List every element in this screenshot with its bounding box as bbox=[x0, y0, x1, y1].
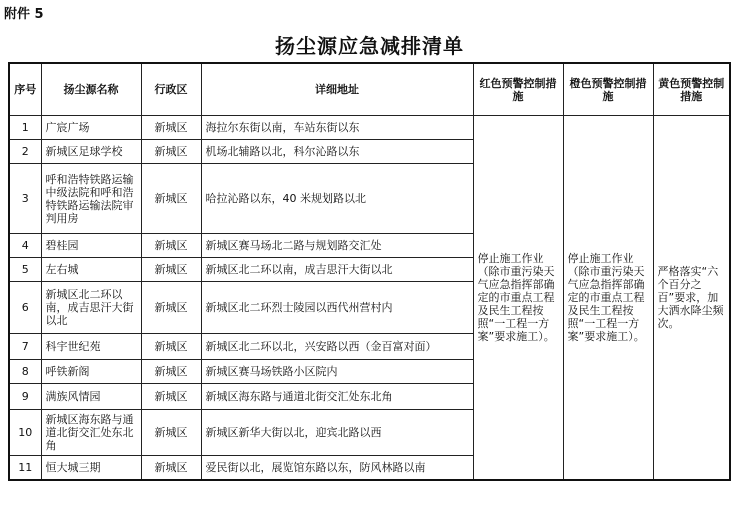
row-no: 3 bbox=[9, 164, 41, 234]
row-address: 哈拉沁路以东，40 米规划路以北 bbox=[201, 164, 473, 234]
row-district: 新城区 bbox=[141, 140, 201, 164]
row-district: 新城区 bbox=[141, 384, 201, 410]
row-name: 新城区足球学校 bbox=[41, 140, 141, 164]
orange-warning-measure: 停止施工作业（除市重污染天气应急指挥部确定的市重点工程及民生工程按照“一工程一方案”要求施工）。 bbox=[563, 116, 653, 480]
table-header-row bbox=[9, 63, 730, 116]
header-district: 行政区 bbox=[141, 63, 201, 116]
dust-source-table bbox=[8, 62, 731, 481]
row-name: 呼铁新阁 bbox=[41, 360, 141, 384]
row-address: 新城区北二环以北，兴安路以西（金百富对面） bbox=[201, 334, 473, 360]
row-no: 1 bbox=[9, 116, 41, 140]
header-red-measure: 红色预警控制措施 bbox=[473, 63, 563, 116]
row-no: 2 bbox=[9, 140, 41, 164]
row-name: 左右城 bbox=[41, 258, 141, 282]
row-name: 碧桂园 bbox=[41, 234, 141, 258]
red-warning-measure: 停止施工作业（除市重污染天气应急指挥部确定的市重点工程及民生工程按照“一工程一方案”要求施工）。 bbox=[473, 116, 563, 480]
row-address: 新城区海东路与通道北街交汇处东北角 bbox=[201, 384, 473, 410]
row-name: 新城区海东路与通道北街交汇处东北角 bbox=[41, 410, 141, 456]
row-no: 9 bbox=[9, 384, 41, 410]
yellow-warning-measure: 严格落实“六个百分之百”要求，加大洒水降尘频次。 bbox=[653, 116, 730, 480]
row-no: 5 bbox=[9, 258, 41, 282]
row-address: 新城区北二环以南，成吉思汗大街以北 bbox=[201, 258, 473, 282]
row-address: 新城区北二环烈士陵园以西代州营村内 bbox=[201, 282, 473, 334]
row-district: 新城区 bbox=[141, 234, 201, 258]
row-no: 8 bbox=[9, 360, 41, 384]
row-address: 爱民街以北，展览馆东路以东，防风林路以南 bbox=[201, 456, 473, 480]
row-name: 呼和浩特铁路运输中级法院和呼和浩特铁路运输法院审判用房 bbox=[41, 164, 141, 234]
header-no: 序号 bbox=[9, 63, 41, 116]
row-district: 新城区 bbox=[141, 360, 201, 384]
row-name: 恒大城三期 bbox=[41, 456, 141, 480]
row-address: 新城区新华大街以北，迎宾北路以西 bbox=[201, 410, 473, 456]
row-no: 6 bbox=[9, 282, 41, 334]
row-no: 4 bbox=[9, 234, 41, 258]
table-row bbox=[9, 116, 730, 140]
row-district: 新城区 bbox=[141, 334, 201, 360]
row-name: 科宇世纪苑 bbox=[41, 334, 141, 360]
row-no: 11 bbox=[9, 456, 41, 480]
header-orange-measure: 橙色预警控制措施 bbox=[563, 63, 653, 116]
row-district: 新城区 bbox=[141, 456, 201, 480]
row-name: 新城区北二环以南，成吉思汗大街以北 bbox=[41, 282, 141, 334]
row-name: 满族风情园 bbox=[41, 384, 141, 410]
row-district: 新城区 bbox=[141, 258, 201, 282]
header-address: 详细地址 bbox=[201, 63, 473, 116]
row-district: 新城区 bbox=[141, 164, 201, 234]
header-yellow-measure: 黄色预警控制措施 bbox=[653, 63, 730, 116]
row-district: 新城区 bbox=[141, 116, 201, 140]
row-no: 10 bbox=[9, 410, 41, 456]
attachment-label: 附件 5 bbox=[4, 7, 44, 22]
row-district: 新城区 bbox=[141, 410, 201, 456]
row-name: 广宸广场 bbox=[41, 116, 141, 140]
row-address: 新城区赛马场铁路小区院内 bbox=[201, 360, 473, 384]
row-address: 海拉尔东街以南，车站东街以东 bbox=[201, 116, 473, 140]
page-title: 扬尘源应急减排清单 bbox=[275, 34, 464, 58]
row-address: 新城区赛马场北二路与规划路交汇处 bbox=[201, 234, 473, 258]
row-no: 7 bbox=[9, 334, 41, 360]
header-name: 扬尘源名称 bbox=[41, 63, 141, 116]
row-district: 新城区 bbox=[141, 282, 201, 334]
row-address: 机场北辅路以北，科尔沁路以东 bbox=[201, 140, 473, 164]
